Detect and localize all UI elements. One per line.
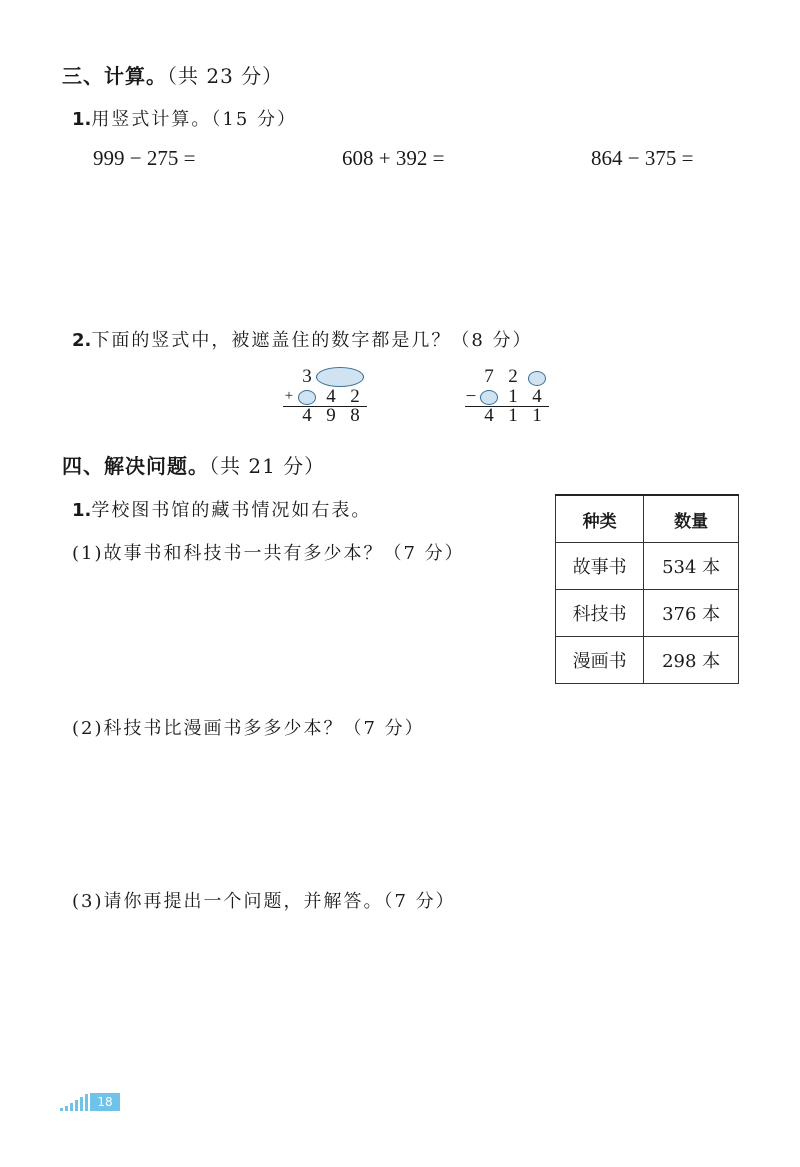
digit: 9 bbox=[326, 405, 336, 426]
section-4-heading: 四、解决问题。 bbox=[62, 454, 209, 478]
cell-quantity: 534 本 bbox=[644, 543, 739, 590]
question-4-1 bbox=[72, 496, 371, 522]
sub-question-3: (3)请你再提出一个问题，并解答。（7 分） bbox=[72, 891, 456, 912]
cover-blob bbox=[528, 371, 546, 386]
table-row bbox=[556, 590, 739, 637]
header-quantity: 数量 bbox=[644, 495, 739, 543]
question-text: 用竖式计算。（15 分） bbox=[91, 109, 298, 130]
digit: 2 bbox=[508, 366, 518, 387]
cover-blob bbox=[316, 367, 364, 387]
cell-category: 故事书 bbox=[556, 543, 644, 590]
digit: 4 bbox=[326, 386, 336, 407]
sub-question-2: (2)科技书比漫画书多多少本？（7 分） bbox=[72, 718, 425, 739]
digit: 4 bbox=[302, 405, 312, 426]
expression-3: 864 − 375 = bbox=[591, 146, 694, 170]
cell-category: 漫画书 bbox=[556, 637, 644, 684]
table-row bbox=[556, 637, 739, 684]
table-header-row bbox=[556, 495, 739, 543]
expression-2: 608 + 392 = bbox=[342, 146, 445, 170]
question-number: 1. bbox=[72, 500, 92, 521]
sub-question-1: (1)故事书和科技书一共有多少本？（7 分） bbox=[72, 543, 465, 564]
question-3-2 bbox=[72, 326, 533, 352]
digit: 4 bbox=[484, 405, 494, 426]
digit: 2 bbox=[350, 386, 360, 407]
cover-blob bbox=[298, 390, 316, 405]
question-3-1 bbox=[72, 105, 297, 131]
cell-quantity: 298 本 bbox=[644, 637, 739, 684]
page-bars-icon bbox=[58, 1093, 90, 1111]
header-category: 种类 bbox=[556, 495, 644, 543]
section-3-points: （共 23 分） bbox=[167, 64, 284, 88]
digit: 7 bbox=[484, 366, 494, 387]
digit: 1 bbox=[508, 386, 518, 407]
cell-category: 科技书 bbox=[556, 590, 644, 637]
page-number: 18 bbox=[90, 1093, 120, 1111]
section-3-heading: 三、计算。 bbox=[62, 64, 167, 88]
question-text: 学校图书馆的藏书情况如右表。 bbox=[91, 500, 372, 521]
section-4-points: （共 21 分） bbox=[209, 454, 326, 478]
question-text: 下面的竖式中，被遮盖住的数字都是几？（8 分） bbox=[91, 330, 533, 351]
digit: 1 bbox=[508, 405, 518, 426]
section-4-title bbox=[62, 450, 325, 479]
book-table bbox=[555, 494, 739, 684]
digit: 8 bbox=[350, 405, 360, 426]
question-number: 1. bbox=[72, 109, 92, 130]
table-row bbox=[556, 543, 739, 590]
operator: − bbox=[465, 386, 477, 407]
digit: 3 bbox=[302, 366, 312, 387]
digit: 4 bbox=[532, 386, 542, 407]
question-number: 2. bbox=[72, 330, 92, 351]
operator: + bbox=[284, 388, 294, 404]
section-3-title bbox=[62, 60, 283, 89]
digit: 1 bbox=[532, 405, 542, 426]
expression-1: 999 − 275 = bbox=[93, 146, 196, 170]
cell-quantity: 376 本 bbox=[644, 590, 739, 637]
cover-blob bbox=[480, 390, 498, 405]
